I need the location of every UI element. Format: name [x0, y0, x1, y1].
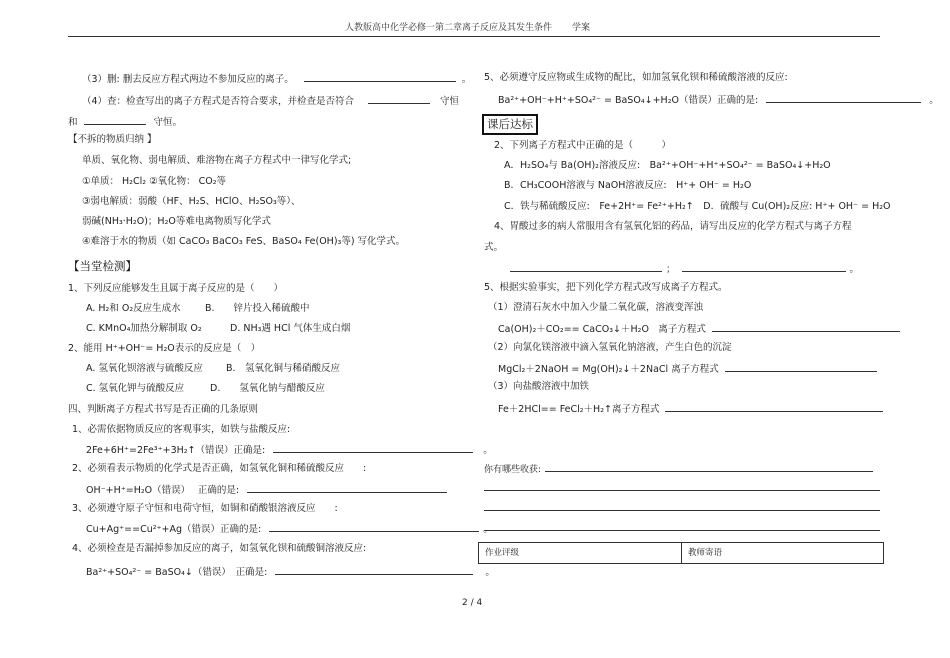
- q1-option-b: B. 锌片投入稀硫酸中: [205, 303, 310, 314]
- homework-grade-cell: 作业评级: [479, 543, 682, 564]
- q1-option-d: D. NH₃遇 HCl 气体生成白烟: [230, 323, 351, 334]
- p2-option-cd: C．铁与稀硫酸反应: Fe+2H⁺= Fe²⁺+H₂↑ D．硫酸与 Cu(OH)₂反应: H⁺+ OH⁻ = H₂O: [504, 201, 891, 212]
- rule-1: 1、必需依据物质反应的客观事实，如铁与盐酸反应:: [72, 424, 291, 435]
- header-rule: [68, 36, 880, 37]
- rule-2: 2、必须看表示物质的化学式是否正确，如氢氧化铜和稀硫酸反应 :: [72, 463, 367, 474]
- p5-item-2-equation: MgCl₂＋2NaOH = Mg(OH)₂↓＋2NaCl 离子方程式: [498, 362, 877, 376]
- question-2: 2、能用 H⁺+OH⁻= H₂O表示的反应是（ ）: [68, 343, 261, 354]
- rule-4-equation: Ba²⁺+SO₄²⁻ = BaSO₄↓（错误） 正确是: 。: [86, 567, 495, 578]
- page-number: 2 / 4: [462, 598, 483, 608]
- rule-5-equation: Ba²⁺+OH⁻+H⁺+SO₄²⁻ = BaSO₄↓+H₂O（错误）正确的是: 。: [498, 95, 939, 106]
- question-1: 1、下列反应能够发生且属于离子反应的是（ ）: [68, 283, 284, 294]
- rule-3-equation: Cu+Ag⁺==Cu²⁺+Ag（错误）正确的是:: [86, 522, 493, 536]
- p2-option-a: A．H₂SO₄与 Ba(OH)₂溶液反应: Ba²⁺+OH⁻+H⁺+SO₄²⁻ = BaSO₄↓+H₂O: [504, 160, 831, 171]
- q2-option-d: D. 氢氧化钠与醋酸反应: [210, 383, 325, 394]
- summary-item-2b: 弱碱(NH₃·H₂O)；H₂O等难电离物质写化学式: [82, 216, 271, 227]
- step-check: （4）查：检查写出的离子方程式是否符合要求，并检查是否符合 守恒: [82, 96, 460, 107]
- rule-3: 3、必须遵守原子守恒和电荷守恒，如铜和硝酸银溶液反应 :: [72, 503, 338, 514]
- p5-item-1-equation: Ca(OH)₂＋CO₂== CaCO₃↓＋H₂O 离子方程式: [498, 322, 900, 336]
- harvest-line-1: [484, 490, 880, 491]
- p4-answer-line: ； 。: [510, 262, 859, 276]
- q2-option-c: C. 氢氧化钾与硫酸反应: [86, 383, 185, 394]
- question-p4: 4、胃酸过多的病人常服用含有氢氧化铝的药品，请写出反应的化学方程式与离子方程: [494, 221, 852, 232]
- harvest-line-3: [484, 530, 880, 531]
- question-p4-cont: 式。: [484, 242, 504, 253]
- p5-item-3: （3）向盐酸溶液中加铁: [488, 381, 590, 392]
- p5-item-3-equation: Fe＋2HCl== FeCl₂＋H₂↑离子方程式: [498, 402, 883, 416]
- evaluation-table: [478, 542, 884, 564]
- harvest-line-2: [484, 510, 880, 511]
- step-check-cont: 和 守恒。: [68, 117, 183, 128]
- summary-title: 【不拆的物质归纳 】: [68, 134, 157, 145]
- section-four-title: 四、判断离子方程式书写是否正确的几条原则: [68, 404, 259, 415]
- summary-item-4: ④难溶于水的物质（如 CaCO₃ BaCO₃ FeS、BaSO₄ Fe(OH)₃等) 写化学式。: [82, 236, 406, 247]
- harvest-label: 你有哪些收获:: [484, 462, 873, 476]
- p5-item-2: （2）向氯化镁溶液中滴入氢氧化钠溶液，产生白色的沉淀: [488, 342, 732, 353]
- p5-item-1: （1）澄清石灰水中加入少量二氧化碳，溶液变浑浊: [488, 302, 704, 313]
- summary-rule: 单质、氧化物、弱电解质、难溶物在离子方程式中一律写化学式;: [82, 155, 352, 166]
- header-title: 人教版高中化学必修一第二章离子反应及其发生条件: [345, 23, 553, 33]
- question-p2: 2、下列离子方程式中正确的是（ ）: [494, 140, 672, 151]
- rule-5: 5、必须遵守反应物或生成物的配比，如加氢氧化钡和稀硫酸溶液的反应:: [484, 72, 788, 83]
- q2-option-a: A. 氢氧化钡溶液与硫酸反应: [86, 363, 203, 374]
- summary-item-1: ①单质： H₂Cl₂ ②氧化物： CO₂等: [82, 176, 227, 187]
- q1-option-a: A. H₂和 O₂反应生成水: [86, 303, 181, 314]
- question-p5: 5、根据实验事实，把下列化学方程式改写成离子方程式。: [484, 282, 728, 293]
- q2-option-b: B. 氢氧化铜与稀硝酸反应: [226, 363, 341, 374]
- rule-1-equation: 2Fe+6H⁺=2Fe³⁺+3H₂↑（错误）正确是: 。: [86, 445, 493, 456]
- summary-item-2: ③弱电解质：弱酸（HF、H₂S、HClO、H₂SO₃等）、: [82, 196, 301, 207]
- rule-2-equation: OH⁻+H⁺=H₂O（错误） 正确的是:: [86, 483, 447, 497]
- step-delete: （3）删: 删去反应方程式两边不参加反应的离子。 。: [82, 74, 472, 85]
- after-class-box: 课后达标: [482, 114, 538, 135]
- rule-4: 4、必须检查是否漏掉参加反应的离子，如氢氧化钡和硫酸铜溶液反应:: [72, 543, 367, 554]
- teacher-comment-cell: 教师寄语: [682, 543, 884, 564]
- section-in-class-test: 【当堂检测】: [68, 259, 137, 273]
- p2-option-b: B．CH₃COOH溶液与 NaOH溶液反应: H⁺+ OH⁻ = H₂O: [504, 180, 752, 191]
- q1-option-c: C. KMnO₄加热分解制取 O₂: [86, 323, 202, 334]
- header-suffix: 学案: [572, 23, 591, 33]
